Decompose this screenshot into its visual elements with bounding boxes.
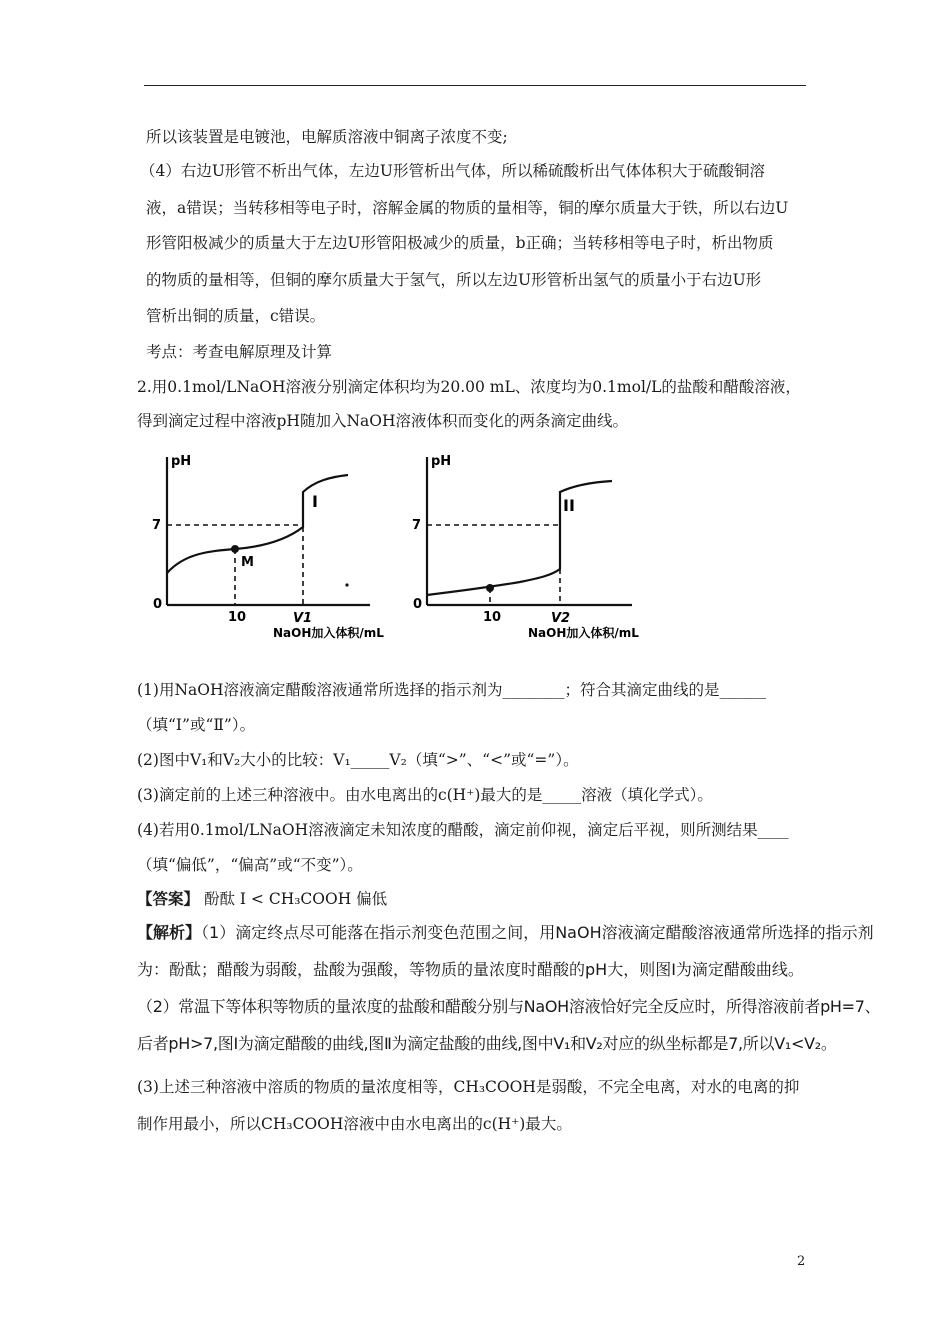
answer-text: 酚酞 I < CH₃COOH 偏低: [199, 890, 388, 908]
subquestion-line: (2)图中V₁和V₂大小的比较：V₁_____V₂（填“>”、“<”或“=”）。: [137, 751, 579, 769]
text-line: 液，a错误；当转移相等电子时，溶解金属的物质的量相等，铜的摩尔质量大于铁，所以右边U: [146, 199, 789, 217]
curve-label: I: [312, 492, 318, 511]
analysis-line: 为：酚酞；醋酸为弱酸，盐酸为强酸，等物质的量浓度时醋酸的pH大，则图I为滴定醋酸曲线。: [137, 960, 804, 979]
text-line: 管析出铜的质量，c错误。: [146, 307, 326, 325]
ytick-label: 0: [413, 597, 423, 612]
page-number: 2: [797, 1254, 806, 1269]
text-line: 所以该装置是电镀池，电解质溶液中铜离子浓度不变;: [146, 128, 508, 146]
question-line: 得到滴定过程中溶液pH随加入NaOH溶液体积而变化的两条滴定曲线。: [137, 412, 628, 430]
analysis-text: （1）滴定终点尽可能落在指示剂变色范围之间，用NaOH溶液滴定醋酸溶液通常所选择的指示剂: [201, 923, 874, 942]
text-line: 考点：考查电解原理及计算: [146, 343, 333, 361]
speck: [345, 583, 348, 586]
analysis-line: 后者pH>7,图I为滴定醋酸的曲线,图Ⅱ为滴定盐酸的曲线,图中V₁和V₂对应的纵坐标都是7,所以V₁<V₂。: [137, 1034, 837, 1053]
ytick-label: 0: [153, 597, 163, 612]
analysis-row: [137, 923, 874, 943]
answer-row: [137, 889, 387, 909]
header-rule: [144, 85, 806, 86]
question-line: 2.用0.1mol/LNaOH溶液分别滴定体积均为20.00 mL、浓度均为0.1mol/L的盐酸和醋酸溶液，: [137, 378, 801, 396]
curve-label: II: [563, 496, 575, 515]
analysis-line: （2）常温下等体积等物质的量浓度的盐酸和醋酸分别与NaOH溶液恰好完全反应时，所得溶液前者pH=7、: [137, 997, 881, 1016]
text-line: （4）右边U形管不析出气体，左边U形管析出气体，所以稀硫酸析出气体体积大于硫酸铜溶: [140, 162, 765, 180]
analysis-line: 制作用最小，所以CH₃COOH溶液中由水电离出的c(H⁺)最大。: [137, 1115, 572, 1133]
subquestion-line: （填“I”或“Ⅱ”）。: [137, 716, 256, 734]
subquestion-line: (3)滴定前的上述三种溶液中。由水电离出的c(H⁺)最大的是_____溶液（填化学式）。: [137, 786, 713, 804]
xtick-label: 10: [483, 610, 502, 625]
subquestion-line: (4)若用0.1mol/LNaOH溶液滴定未知浓度的醋酸，滴定前仰视，滴定后平视，则所测结果____: [137, 821, 789, 839]
xtick-label: V2: [551, 611, 571, 626]
analysis-line: (3)上述三种溶液中溶质的物质的量浓度相等，CH₃COOH是弱酸，不完全电离，对水的电离的抑: [137, 1078, 800, 1096]
point-label: M: [241, 555, 254, 570]
ytick-label: 7: [152, 518, 162, 533]
text-line: 的物质的量相等，但铜的摩尔质量大于氢气，所以左边U形管析出氢气的质量小于右边U形: [146, 271, 762, 289]
titration-curve-I: [167, 475, 348, 573]
ytick-label: 7: [412, 518, 422, 533]
xtick-label: V1: [293, 611, 313, 626]
subquestion-line: （填“偏低”，“偏高”或“不变”）。: [137, 856, 363, 874]
y-axis-label: pH: [431, 454, 452, 469]
y-axis-label: pH: [171, 454, 192, 469]
titration-chart-1: [140, 445, 400, 645]
analysis-label: 【解析】: [137, 923, 202, 942]
x-axis-label: NaOH加入体积/mL: [528, 626, 639, 640]
point-m: [231, 545, 239, 553]
subquestion-line: (1)用NaOH溶液滴定醋酸溶液通常所选择的指示剂为________；符合其滴定曲线的是______: [137, 681, 766, 699]
answer-label: 【答案】: [137, 889, 200, 908]
xtick-label: 10: [228, 610, 247, 625]
titration-chart-2: [400, 445, 660, 645]
point-at-10: [486, 584, 494, 592]
titration-curve-II: [427, 481, 612, 595]
x-axis-label: NaOH加入体积/mL: [273, 626, 384, 640]
text-line: 形管阳极减少的质量大于左边U形管阳极减少的质量，b正确；当转移相等电子时，析出物质: [146, 234, 774, 252]
